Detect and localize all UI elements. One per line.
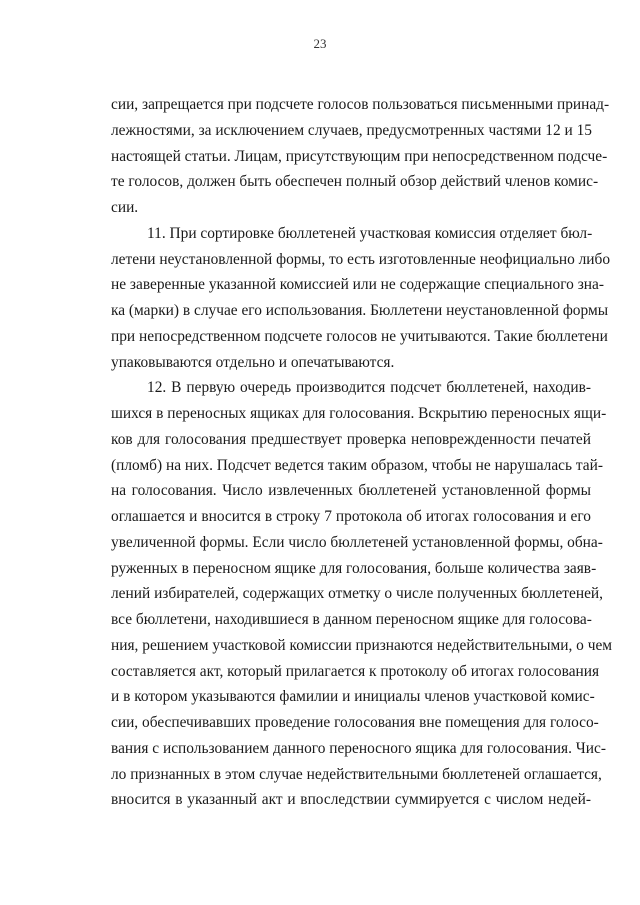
text-line: (пломб) на них. Подсчет ведется таким образом, чтобы не нарушалась тай- [111,456,603,474]
text-line: сии, обеспечивавших проведение голосования вне помещения для голосо- [111,714,599,731]
text-line: составляется акт, который прилагается к протоколу об итогах голосования [111,662,600,680]
paragraph-first-line: 11. При сортировке бюллетеней участковая комиссия отделяет бюл- [147,224,593,242]
text-line: сии. [111,199,139,216]
text-line: ния, решением участковой комиссии признаются недействительными, о чем [111,636,613,654]
page-number: 23 [313,36,327,51]
text-line: те голосов, должен быть обеспечен полный обзор действий членов комис- [111,173,599,191]
text-line: руженных в переносном ящике для голосования, больше количества заяв- [111,559,597,577]
text-line: все бюллетени, находившиеся в данном переносном ящике для голосова- [111,611,592,628]
text-line: ков для голосования предшествует проверка неповрежденности печатей [111,430,591,448]
text-line: ло признанных в этом случае недействительными бюллетеней оглашается, [111,765,602,783]
text-line: и в котором указываются фамилии и инициалы членов участковой комис- [111,688,595,706]
text-line: не заверенные указанной комиссией или не содержащие специального зна- [111,276,604,294]
text-line: оглашается и вносится в строку 7 протокола об итогах голосования и его [111,508,591,525]
paragraph-first-line: 12. В первую очередь производится подсчет бюллетеней, находив- [147,379,591,397]
text-line: на голосования. Число извлеченных бюллетеней установленной формы [111,482,591,500]
text-line: лений избирателей, содержащих отметку о числе полученных бюллетеней, [111,585,604,603]
text-line: вносится в указанный акт и впоследствии суммируется с числом недей- [111,791,591,809]
text-line: упаковываются отдельно и опечатываются. [111,353,395,371]
text-line: летени неустановленной формы, то есть изготовленные неофициально либо [111,250,611,268]
text-line: лежностями, за исключением случаев, предусмотренных частями 12 и 15 [111,121,592,139]
text-line: ка (марки) в случае его использования. Бюллетени неустановленной формы [111,302,609,319]
document-body [111,92,613,813]
text-line: шихся в переносных ящиках для голосования. Вскрытию переносных ящи- [111,405,607,422]
text-line: увеличенной формы. Если число бюллетеней установленной формы, обна- [111,533,603,551]
text-line: сии, запрещается при подсчете голосов пользоваться письменными принад- [111,96,610,113]
text-line: вания с использованием данного переносного ящика для голосования. Чис- [111,739,606,757]
text-line: настоящей статьи. Лицам, присутствующим при непосредственном подсче- [111,147,608,165]
text-line: при непосредственном подсчете голосов не учитываются. Такие бюллетени [111,327,608,345]
